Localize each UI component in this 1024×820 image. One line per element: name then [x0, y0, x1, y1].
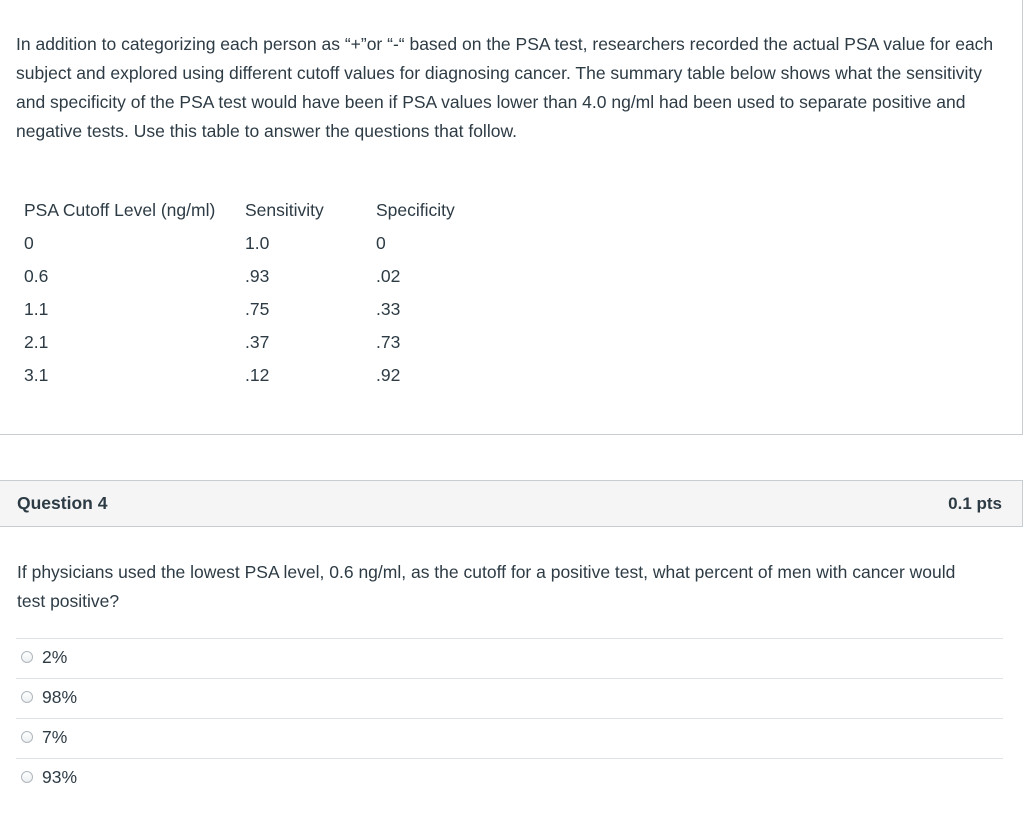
- sensitivity-cell: .12: [245, 365, 270, 385]
- question-header: [0, 480, 1023, 527]
- cutoff-cell: 2.1: [24, 332, 49, 352]
- specificity-cell: 0: [376, 233, 386, 253]
- radio-button[interactable]: [21, 651, 33, 663]
- answer-option[interactable]: [16, 638, 1003, 678]
- answer-label[interactable]: 93%: [42, 767, 78, 787]
- header-sensitivity: Sensitivity: [245, 200, 324, 220]
- radio-button[interactable]: [21, 691, 33, 703]
- sensitivity-cell: .37: [245, 332, 270, 352]
- radio-button[interactable]: [21, 771, 33, 783]
- question-title: Question 4: [17, 493, 108, 513]
- radio-button[interactable]: [21, 731, 33, 743]
- specificity-cell: .92: [376, 365, 401, 385]
- sensitivity-cell: 1.0: [245, 233, 270, 253]
- specificity-cell: .02: [376, 266, 401, 286]
- specificity-cell: .73: [376, 332, 401, 352]
- cutoff-cell: 1.1: [24, 299, 49, 319]
- specificity-cell: .33: [376, 299, 401, 319]
- sensitivity-cell: .75: [245, 299, 270, 319]
- question-points: 0.1 pts: [948, 494, 1002, 513]
- sensitivity-cell: .93: [245, 266, 270, 286]
- answer-label[interactable]: 7%: [42, 727, 68, 747]
- answer-list: [16, 638, 1003, 798]
- stem-paragraph: In addition to categorizing each person as “+”or “-“ based on the PSA test, researchers recorded the actual PSA value for each subject and explored using different cutoff values for diagnosing cancer. The summary table below shows what the sensitivity and specificity of the PSA test would have been if PSA values lower than 4.0 ng/ml had been used to separate positive and negative tests. Use this table to answer the questions that follow.: [16, 34, 994, 141]
- header-specificity: Specificity: [376, 200, 455, 220]
- cutoff-cell: 0: [24, 233, 34, 253]
- answer-label[interactable]: 98%: [42, 687, 78, 707]
- cutoff-cell: 3.1: [24, 365, 49, 385]
- answer-label[interactable]: 2%: [42, 647, 68, 667]
- answer-option[interactable]: [16, 718, 1003, 758]
- header-cutoff: PSA Cutoff Level (ng/ml): [24, 200, 216, 220]
- cutoff-cell: 0.6: [24, 266, 49, 286]
- answer-option[interactable]: [16, 758, 1003, 798]
- question-text: If physicians used the lowest PSA level, 0.6 ng/ml, as the cutoff for a positive test, what percent of men with cancer would test positive?: [17, 562, 956, 611]
- answer-option[interactable]: [16, 678, 1003, 718]
